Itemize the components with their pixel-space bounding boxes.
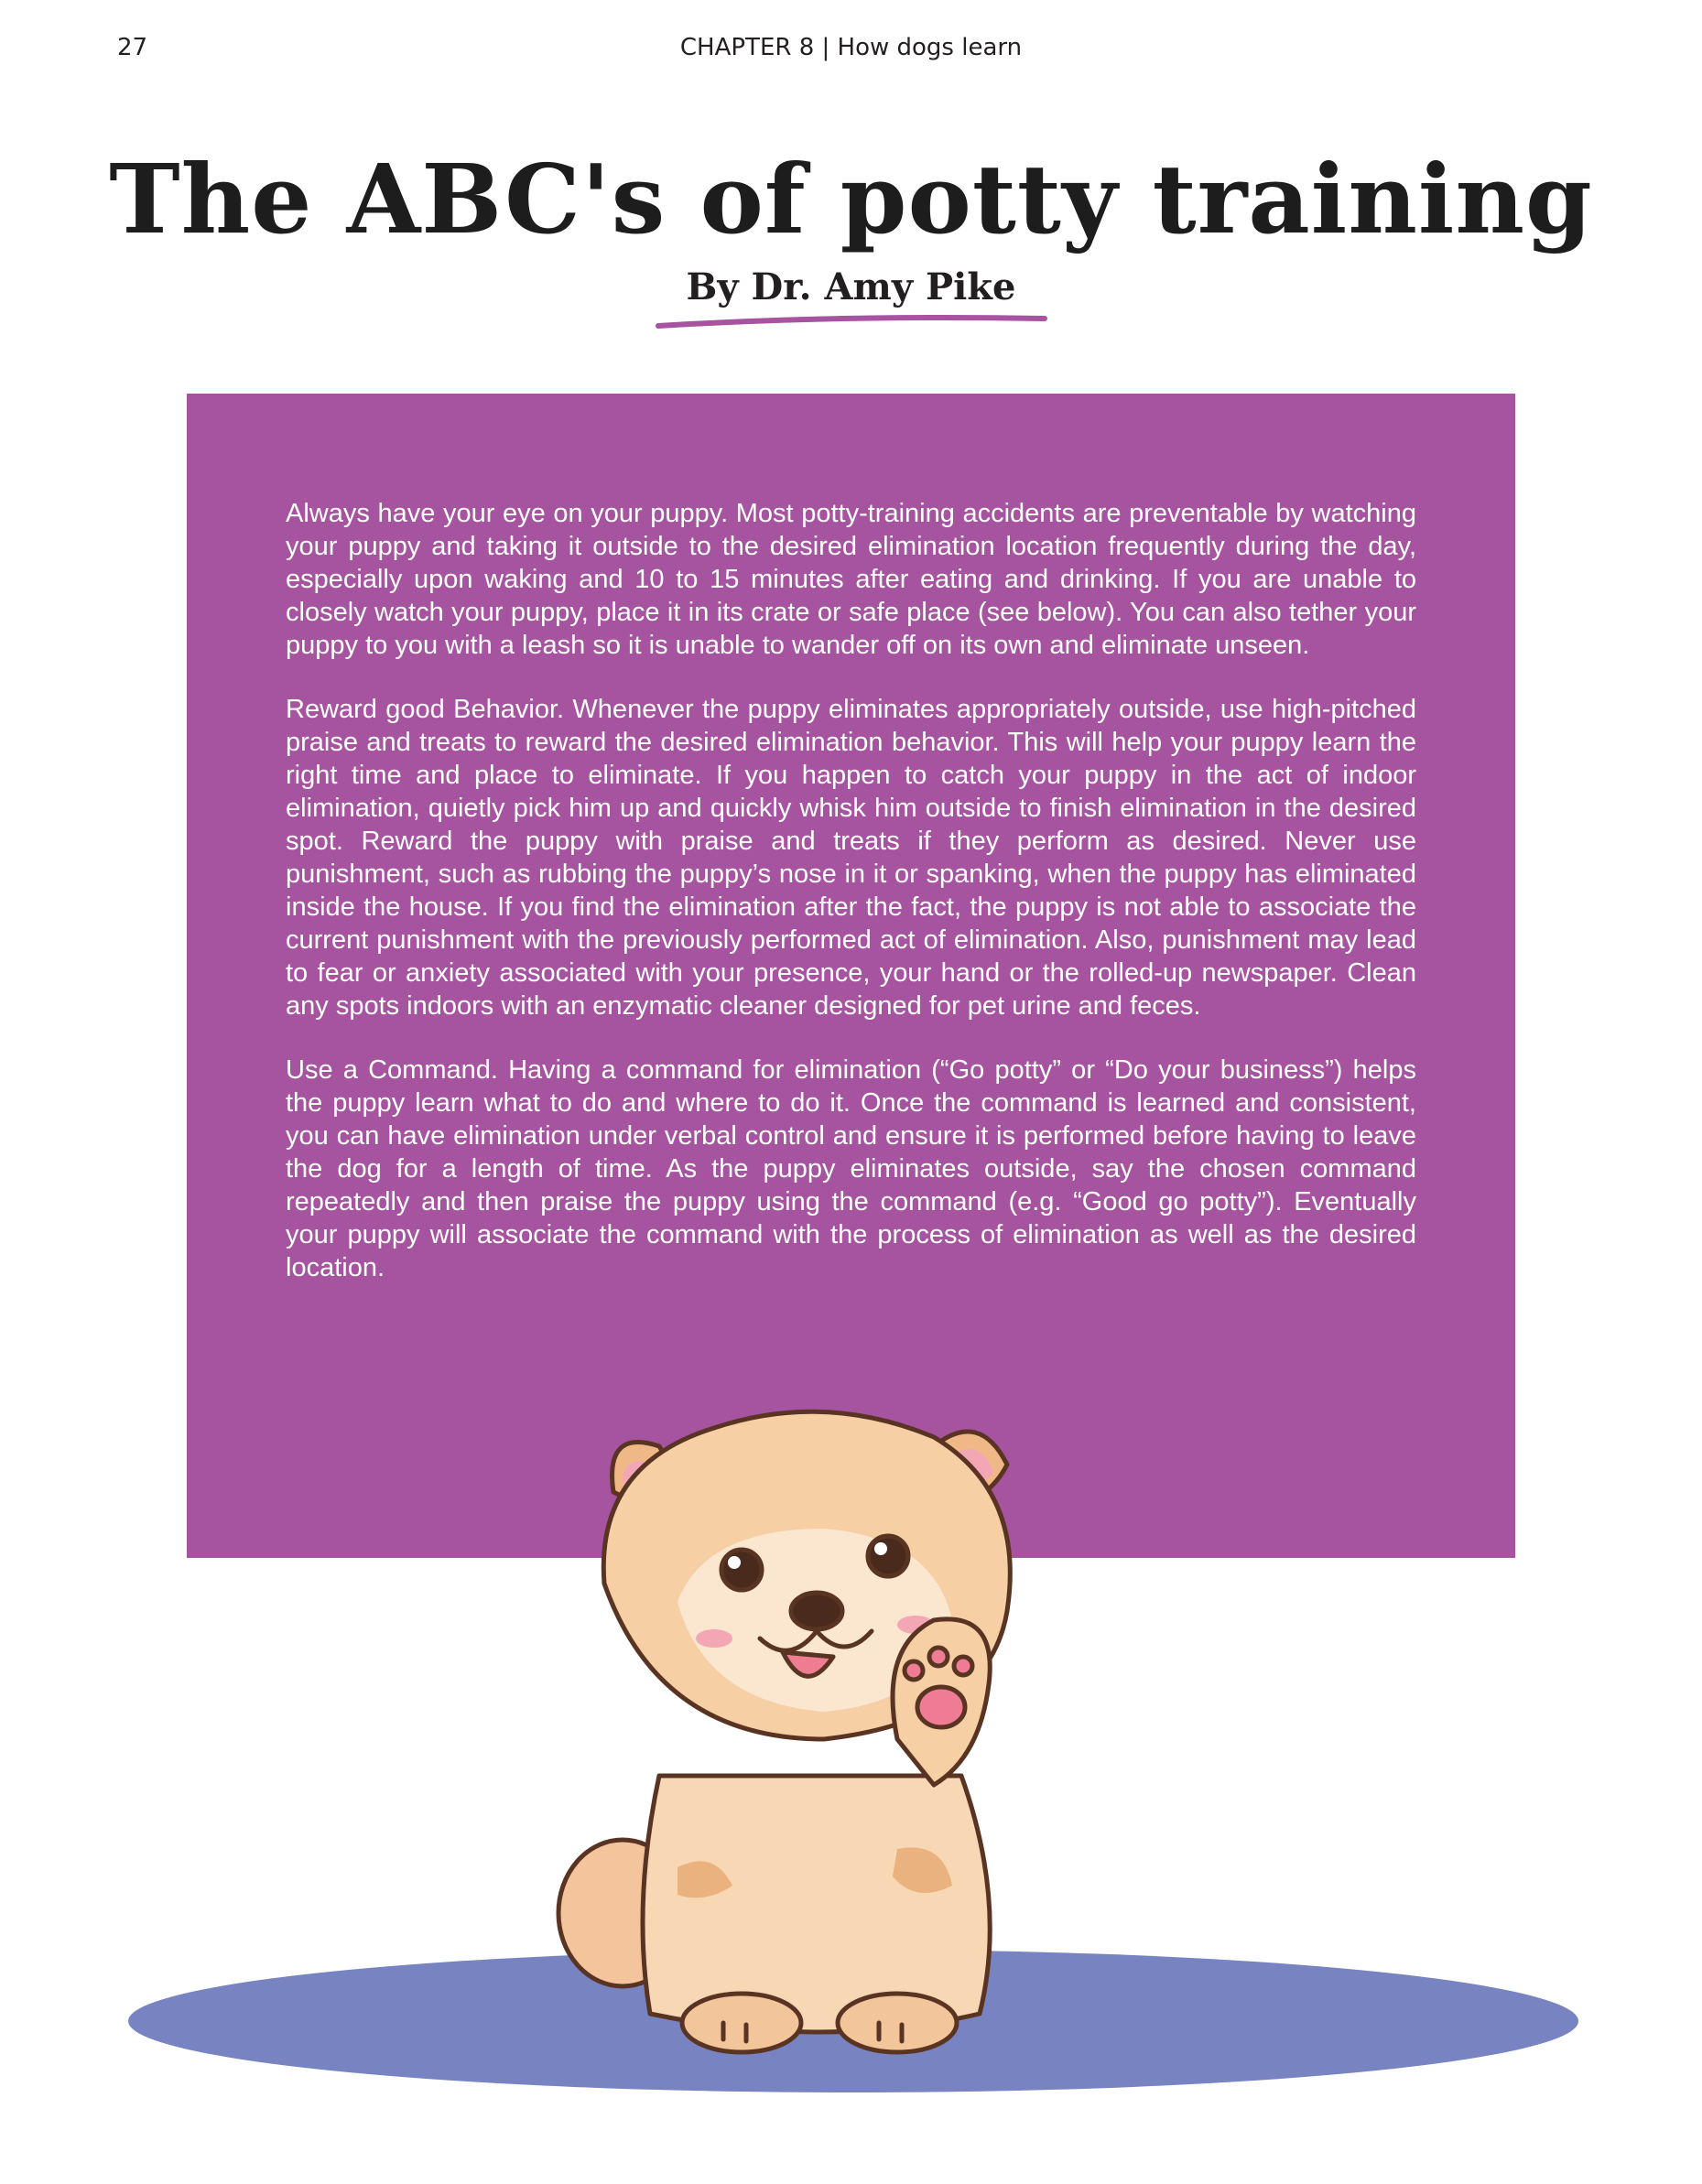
paragraph-reward: Reward good Behavior. Whenever the puppy eliminates appropriately outside, use high-pitched praise and treats to reward the desired elimination behavior. This will help your puppy learn the right time and place to eliminate. If you happen to catch your puppy in the act of indoor elimination, quietly pick him up and quickly whisk him outside to finish elimination in the desired spot. Reward the puppy with praise and treats if they perform as desired. Never use punishment, such as rubbing the puppy’s nose in it or spanking, when the puppy has eliminated inside the house. If you find the elimination after the fact, the puppy is not able to associate the current punishment with the previously performed act of elimination. Also, punishment may lead to fear or anxiety associated with your presence, your hand or the rolled-up newspaper. Clean any spots indoors with an enzymatic cleaner designed for pet urine and feces.	[286, 695, 1416, 1021]
page-number: 27	[117, 34, 148, 61]
article-byline: By Dr. Amy Pike	[686, 265, 1016, 308]
article-title: The ABC's of potty training	[109, 143, 1593, 255]
article-body	[286, 497, 1416, 1315]
puppy-waving-illustration	[549, 1391, 1099, 2060]
running-header: CHAPTER 8 | How dogs learn	[679, 34, 1023, 61]
paragraph-supervision: Always have your eye on your puppy. Most potty-training accidents are preventable by watching your puppy and taking it outside to the desired elimination location frequently during the day, especially upon waking and 10 to 15 minutes after eating and drinking. If you are unable to closely watch your puppy, place it in its crate or safe place (see below). You can also tether your puppy to you with a leash so it is unable to wander off on its own and eliminate unseen.	[286, 499, 1416, 660]
paragraph-command: Use a Command. Having a command for elimination (“Go potty” or “Do your business”) helps the puppy learn what to do and where to do it. Once the command is learned and consistent, you can have elimination under verbal control and ensure it is performed before having to leave the dog for a length of time. As the puppy eliminates outside, say the chosen command repeatedly and then praise the puppy using the command (e.g. “Good go potty”). Eventually your puppy will associate the command with the process of elimination as well as the desired location.	[286, 1055, 1416, 1282]
byline-underline-decoration	[655, 311, 1048, 333]
